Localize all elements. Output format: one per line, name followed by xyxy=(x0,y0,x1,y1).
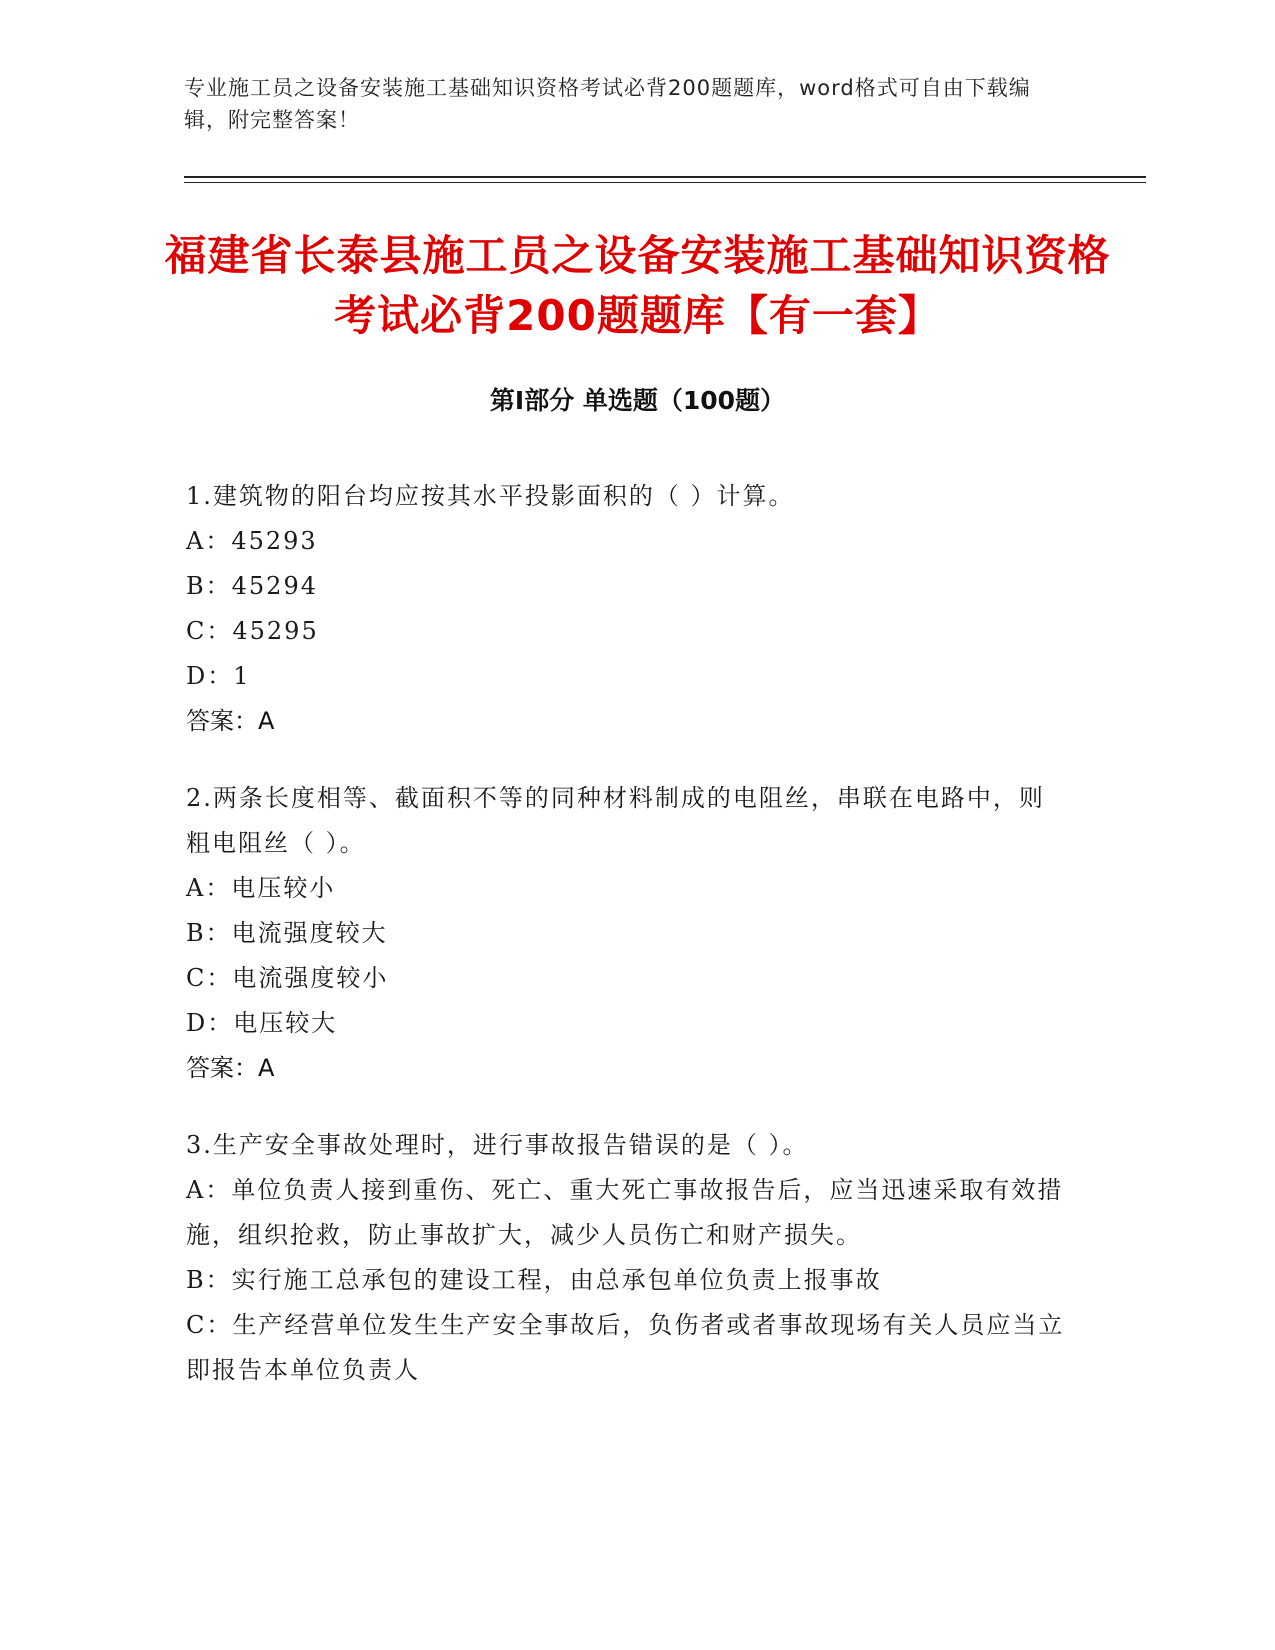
question-stem: 2.两条长度相等、截面积不等的同种材料制成的电阻丝，串联在电路中，则粗电阻丝（ ）。 xyxy=(186,784,1045,857)
option-d: D：电压较大 xyxy=(186,1009,338,1037)
header-rule-thin xyxy=(184,182,1146,183)
answer-label: 答案： xyxy=(186,707,258,735)
question-stem: 1.建筑物的阳台均应按其水平投影面积的（ ）计算。 xyxy=(186,482,795,510)
option-b: B：电流强度较大 xyxy=(186,919,388,947)
question-3 xyxy=(186,1123,1066,1393)
question-list xyxy=(186,474,1066,1425)
question-1 xyxy=(186,474,1066,744)
answer-line xyxy=(186,699,1066,744)
option-c: C：生产经营单位发生生产安全事故后，负伤者或者事故现场有关人员应当立即报告本单位负责人 xyxy=(186,1311,1065,1384)
option-b: B：实行施工总承包的建设工程，由总承包单位负责上报事故 xyxy=(186,1266,882,1294)
option-a: A：电压较小 xyxy=(186,874,336,902)
answer-value: A xyxy=(258,1054,275,1082)
option-c: C：45295 xyxy=(186,617,319,645)
answer-label: 答案： xyxy=(186,1054,258,1082)
header-rule-thick xyxy=(184,176,1146,178)
header-note: 专业施工员之设备安装施工基础知识资格考试必背200题题库，word格式可自由下载编辑，附完整答案！ xyxy=(184,76,1031,132)
option-a: A：45293 xyxy=(186,527,318,555)
answer-line xyxy=(186,1046,1066,1091)
option-c: C：电流强度较小 xyxy=(186,964,389,992)
option-b: B：45294 xyxy=(186,572,318,600)
document-title: 福建省长泰县施工员之设备安装施工基础知识资格考试必背200题题库【有一套】 xyxy=(164,231,1111,340)
answer-value: A xyxy=(258,707,275,735)
question-stem: 3.生产安全事故处理时，进行事故报告错误的是（ ）。 xyxy=(186,1131,809,1159)
section-title: 第Ⅰ部分 单选题（100题） xyxy=(489,386,786,415)
option-d: D：1 xyxy=(186,662,251,690)
question-2 xyxy=(186,776,1066,1091)
option-a: A：单位负责人接到重伤、死亡、重大死亡事故报告后，应当迅速采取有效措施，组织抢救，防止事故扩大，减少人员伤亡和财产损失。 xyxy=(186,1176,1064,1249)
